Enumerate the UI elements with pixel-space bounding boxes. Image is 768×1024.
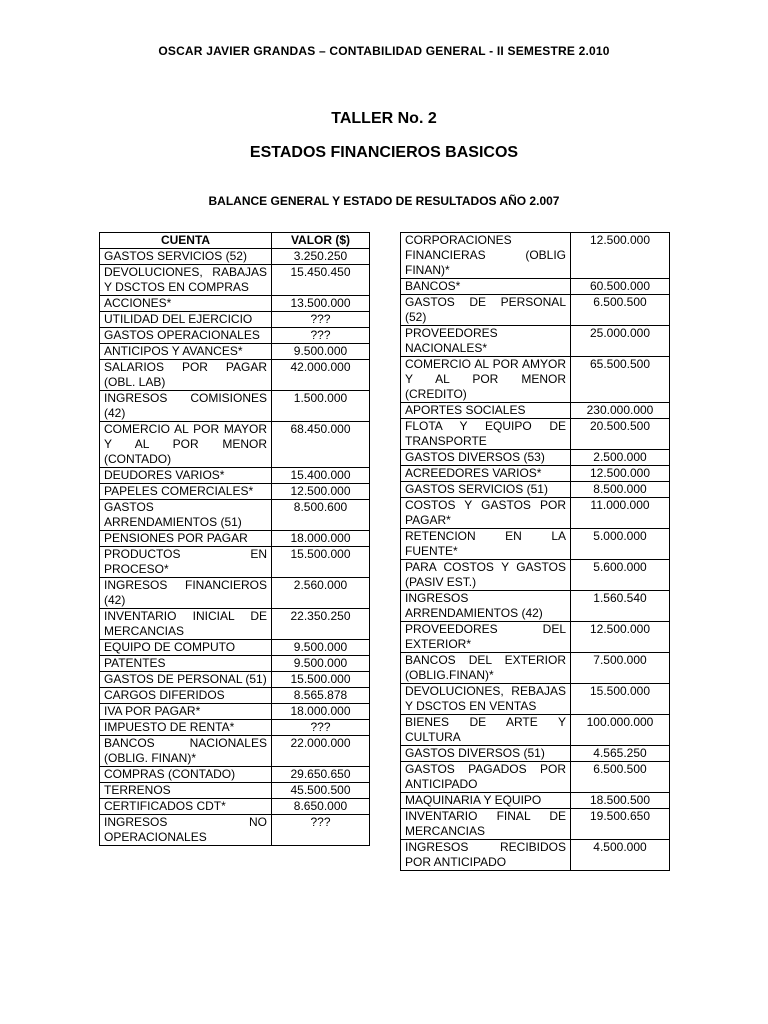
account-name: INGRESOS ARRENDAMIENTOS (42) [401, 591, 571, 622]
account-name: MAQUINARIA Y EQUIPO [401, 793, 571, 809]
account-value: 1.500.000 [272, 391, 370, 422]
table-row [100, 265, 370, 296]
account-value: 8.500.000 [571, 482, 670, 498]
table-row [100, 468, 370, 484]
account-value: 45.500.500 [272, 783, 370, 799]
account-name: CARGOS DIFERIDOS [100, 688, 272, 704]
account-name: DEUDORES VARIOS* [100, 468, 272, 484]
table-row [401, 233, 670, 279]
account-name: FLOTA Y EQUIPO DE TRANSPORTE [401, 419, 571, 450]
table-row [401, 793, 670, 809]
table-row [100, 360, 370, 391]
account-name: PATENTES [100, 656, 272, 672]
account-name: EQUIPO DE COMPUTO [100, 640, 272, 656]
account-value: 15.500.000 [272, 672, 370, 688]
account-value: 20.500.500 [571, 419, 670, 450]
account-value: 4.500.000 [571, 840, 670, 871]
account-name: GASTOS DIVERSOS (51) [401, 746, 571, 762]
table-row [401, 295, 670, 326]
table-row [100, 688, 370, 704]
account-value: 100.000.000 [571, 715, 670, 746]
account-value: 15.500.000 [571, 684, 670, 715]
account-value: 15.500.000 [272, 547, 370, 578]
table-header-row [100, 233, 370, 249]
account-name: CORPORACIONES FINANCIERAS (OBLIG FINAN)* [401, 233, 571, 279]
table-row [100, 767, 370, 783]
account-value: 7.500.000 [571, 653, 670, 684]
account-value: 18.000.000 [272, 531, 370, 547]
account-value: 6.500.500 [571, 762, 670, 793]
table-row [401, 279, 670, 295]
account-name: GASTOS SERVICIOS (52) [100, 249, 272, 265]
account-value: 19.500.650 [571, 809, 670, 840]
account-name: IVA POR PAGAR* [100, 704, 272, 720]
account-value: 12.500.000 [571, 233, 670, 279]
account-name: ACCIONES* [100, 296, 272, 312]
table-row [401, 357, 670, 403]
table-row [401, 762, 670, 793]
table-row [401, 466, 670, 482]
account-name: PAPELES COMERCIALES* [100, 484, 272, 500]
account-name: CERTIFICADOS CDT* [100, 799, 272, 815]
table-row [100, 799, 370, 815]
account-value: 9.500.000 [272, 656, 370, 672]
account-name: BANCOS DEL EXTERIOR (OBLIG.FINAN)* [401, 653, 571, 684]
account-name: COMERCIO AL POR AMYOR Y AL POR MENOR (CREDITO) [401, 357, 571, 403]
account-name: TERRENOS [100, 783, 272, 799]
account-value: ??? [272, 328, 370, 344]
account-name: PRODUCTOS EN PROCESO* [100, 547, 272, 578]
table-row [401, 498, 670, 529]
account-name: INGRESOS RECIBIDOS POR ANTICIPADO [401, 840, 571, 871]
account-name: GASTOS OPERACIONALES [100, 328, 272, 344]
table-row [100, 328, 370, 344]
workshop-subject: ESTADOS FINANCIEROS BASICOS [249, 144, 519, 161]
account-name: INVENTARIO FINAL DE MERCANCIAS [401, 809, 571, 840]
workshop-title: TALLER No. 2 [331, 110, 437, 127]
table-row [401, 684, 670, 715]
account-name: GASTOS SERVICIOS (51) [401, 482, 571, 498]
account-value: 8.565.878 [272, 688, 370, 704]
table-row [100, 484, 370, 500]
table-row [401, 715, 670, 746]
table-row [100, 249, 370, 265]
account-name: BIENES DE ARTE Y CULTURA [401, 715, 571, 746]
account-value: 8.500.600 [272, 500, 370, 531]
account-name: SALARIOS POR PAGAR (OBL. LAB) [100, 360, 272, 391]
account-value: 12.500.000 [272, 484, 370, 500]
account-value: 18.500.500 [571, 793, 670, 809]
account-name: UTILIDAD DEL EJERCICIO [100, 312, 272, 328]
account-value: 9.500.000 [272, 640, 370, 656]
column-header-value: VALOR ($) [272, 233, 370, 249]
table-row [100, 609, 370, 640]
account-value: 12.500.000 [571, 466, 670, 482]
account-name: IMPUESTO DE RENTA* [100, 720, 272, 736]
account-name: APORTES SOCIALES [401, 403, 571, 419]
table-row [401, 591, 670, 622]
table-row [100, 720, 370, 736]
table-row [401, 482, 670, 498]
account-name: GASTOS DE PERSONAL (51) [100, 672, 272, 688]
account-name: PROVEEDORES DEL EXTERIOR* [401, 622, 571, 653]
account-value: 5.600.000 [571, 560, 670, 591]
account-value: 68.450.000 [272, 422, 370, 468]
table-row [100, 736, 370, 767]
account-value: 15.400.000 [272, 468, 370, 484]
statement-subtitle: BALANCE GENERAL Y ESTADO DE RESULTADOS AÑO 2.007 [208, 194, 560, 208]
table-row [401, 326, 670, 357]
account-name: INGRESOS COMISIONES (42) [100, 391, 272, 422]
account-name: INGRESOS NO OPERACIONALES [100, 815, 272, 846]
table-row [100, 531, 370, 547]
account-name: ANTICIPOS Y AVANCES* [100, 344, 272, 360]
table-row [401, 840, 670, 871]
account-value: 12.500.000 [571, 622, 670, 653]
account-name: COMERCIO AL POR MAYOR Y AL POR MENOR (CONTADO) [100, 422, 272, 468]
table-row [100, 344, 370, 360]
account-value: 15.450.450 [272, 265, 370, 296]
account-value: 2.560.000 [272, 578, 370, 609]
table-row [100, 422, 370, 468]
table-row [100, 656, 370, 672]
account-value: 25.000.000 [571, 326, 670, 357]
account-value: 11.000.000 [571, 498, 670, 529]
table-row [100, 547, 370, 578]
table-row [100, 640, 370, 656]
table-row [100, 312, 370, 328]
column-header-account: CUENTA [100, 233, 272, 249]
account-value: 2.500.000 [571, 450, 670, 466]
account-name: GASTOS ARRENDAMIENTOS (51) [100, 500, 272, 531]
table-row [100, 296, 370, 312]
account-name: GASTOS DIVERSOS (53) [401, 450, 571, 466]
account-name: COMPRAS (CONTADO) [100, 767, 272, 783]
table-row [401, 622, 670, 653]
account-value: ??? [272, 312, 370, 328]
table-row [100, 815, 370, 846]
account-value: 8.650.000 [272, 799, 370, 815]
table-row [100, 391, 370, 422]
table-row [401, 809, 670, 840]
account-value: 22.000.000 [272, 736, 370, 767]
accounts-table-left [99, 232, 370, 846]
account-name: PENSIONES POR PAGAR [100, 531, 272, 547]
account-name: GASTOS DE PERSONAL (52) [401, 295, 571, 326]
account-value: ??? [272, 720, 370, 736]
account-value: 3.250.250 [272, 249, 370, 265]
account-name: DEVOLUCIONES, REBAJAS Y DSCTOS EN VENTAS [401, 684, 571, 715]
table-row [401, 653, 670, 684]
table-row [401, 419, 670, 450]
account-value: 18.000.000 [272, 704, 370, 720]
table-row [401, 529, 670, 560]
account-value: 5.000.000 [571, 529, 670, 560]
table-row [401, 746, 670, 762]
table-row [100, 500, 370, 531]
account-value: 22.350.250 [272, 609, 370, 640]
account-value: 29.650.650 [272, 767, 370, 783]
account-name: INGRESOS FINANCIEROS (42) [100, 578, 272, 609]
account-name: PARA COSTOS Y GASTOS (PASIV EST.) [401, 560, 571, 591]
account-value: 65.500.500 [571, 357, 670, 403]
account-name: GASTOS PAGADOS POR ANTICIPADO [401, 762, 571, 793]
table-row [100, 672, 370, 688]
account-name: RETENCION EN LA FUENTE* [401, 529, 571, 560]
account-value: 60.500.000 [571, 279, 670, 295]
account-value: 6.500.500 [571, 295, 670, 326]
accounts-table-right [400, 232, 670, 871]
table-row [401, 450, 670, 466]
account-value: 4.565.250 [571, 746, 670, 762]
table-row [401, 560, 670, 591]
account-value: 230.000.000 [571, 403, 670, 419]
account-name: DEVOLUCIONES, RABAJAS Y DSCTOS EN COMPRAS [100, 265, 272, 296]
table-row [100, 783, 370, 799]
account-name: BANCOS* [401, 279, 571, 295]
table-row [100, 704, 370, 720]
account-value: 9.500.000 [272, 344, 370, 360]
account-name: BANCOS NACIONALES (OBLIG. FINAN)* [100, 736, 272, 767]
document-header: OSCAR JAVIER GRANDAS – CONTABILIDAD GENERAL - II SEMESTRE 2.010 [158, 44, 610, 58]
table-row [401, 403, 670, 419]
account-name: COSTOS Y GASTOS POR PAGAR* [401, 498, 571, 529]
account-value: 1.560.540 [571, 591, 670, 622]
account-name: ACREEDORES VARIOS* [401, 466, 571, 482]
table-row [100, 578, 370, 609]
account-value: 13.500.000 [272, 296, 370, 312]
account-value: 42.000.000 [272, 360, 370, 391]
account-value: ??? [272, 815, 370, 846]
account-name: INVENTARIO INICIAL DE MERCANCIAS [100, 609, 272, 640]
account-name: PROVEEDORES NACIONALES* [401, 326, 571, 357]
